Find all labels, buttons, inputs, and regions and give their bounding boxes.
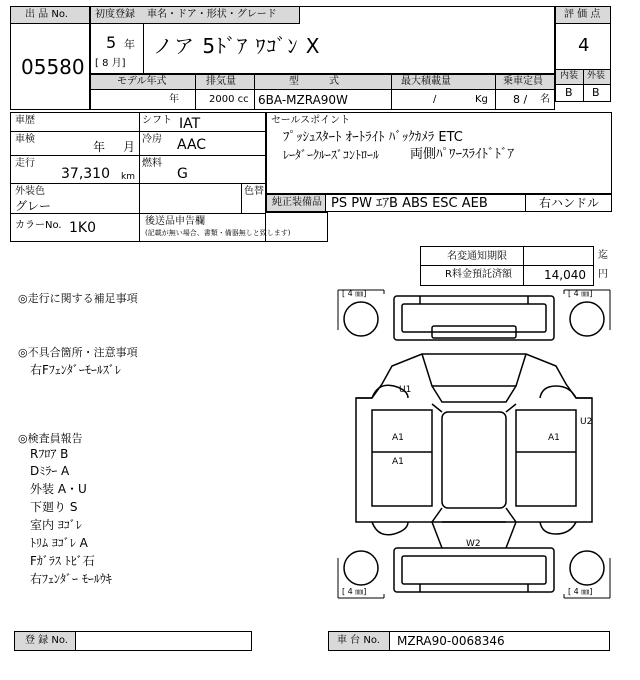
name-change-label-box bbox=[420, 246, 524, 266]
capacity-unit: 名 bbox=[540, 94, 550, 105]
report-line-4: 下廻り S bbox=[30, 500, 78, 514]
docs-note: (記載が無い場合、書類・備器無しと致します) bbox=[145, 229, 291, 237]
lot-number-label: 出 品 No. bbox=[25, 9, 68, 20]
mark-a1-right: A1 bbox=[548, 433, 560, 443]
report-line-5: 室内 ﾖｺﾞﾚ bbox=[30, 518, 82, 532]
equipment-box bbox=[266, 194, 612, 212]
shift-value: IAT bbox=[179, 116, 201, 132]
history-label: 車歴 bbox=[15, 115, 35, 126]
first-reg-year: 5 bbox=[106, 33, 117, 52]
title-divider bbox=[143, 23, 144, 73]
inspection-month: 月 bbox=[123, 140, 136, 154]
sales-points-line2b: 両側ﾊﾟﾜｰｽﾗｲﾄﾞﾄﾞｱ bbox=[410, 147, 515, 162]
grades-divider bbox=[583, 69, 584, 101]
details-h3 bbox=[11, 183, 265, 184]
score-value: 4 bbox=[578, 35, 590, 56]
sales-points-label: セールスポイント bbox=[271, 115, 351, 126]
type-label: 型 式 bbox=[289, 76, 339, 87]
car-diagram-svg bbox=[336, 286, 612, 602]
score-label: 評 価 点 bbox=[564, 9, 601, 20]
inspector-report-label: ◎検査員報告 bbox=[18, 432, 83, 445]
type-value: 6BA-MZRA90W bbox=[258, 93, 348, 107]
defects-label: ◎不具合箇所・注意事項 bbox=[18, 346, 138, 359]
driving-notes-label: ◎走行に関する補足事項 bbox=[18, 292, 138, 305]
recycle-value: 14,040 bbox=[544, 268, 586, 282]
car-condition-diagram bbox=[336, 286, 612, 602]
sales-points-box bbox=[266, 112, 612, 194]
interior-label: 内装 bbox=[560, 71, 579, 81]
spec-div-4 bbox=[495, 75, 496, 109]
max-load-value: / bbox=[433, 94, 437, 105]
docs-label: 後送品申告欄 bbox=[145, 216, 205, 227]
name-change-label: 名変通知期限 bbox=[447, 251, 507, 262]
report-line-8: 右ﾌｪﾝﾀﾞｰ ﾓｰﾙｳｷ bbox=[30, 572, 112, 586]
exterior-label: 外装 bbox=[587, 71, 606, 81]
details-h1 bbox=[11, 131, 265, 132]
displacement-label: 排気量 bbox=[206, 76, 236, 87]
mark-u2: U2 bbox=[580, 417, 593, 427]
spec-div-2 bbox=[254, 75, 255, 109]
mark-a1-left-front: A1 bbox=[392, 433, 404, 443]
report-line-7: Fｶﾞﾗｽ ﾄﾋﾞ石 bbox=[30, 554, 95, 568]
first-reg-month: [ 8 月] bbox=[95, 58, 126, 69]
mileage-value: 37,310 bbox=[61, 166, 110, 182]
model-year-label: モデル年式 bbox=[117, 76, 167, 87]
lot-number-box bbox=[10, 6, 90, 110]
name-change-suffix: 迄 bbox=[598, 250, 608, 261]
mileage-label: 走行 bbox=[15, 158, 35, 169]
report-line-3: 外装 A・U bbox=[30, 482, 87, 496]
capacity-label: 乗車定員 bbox=[503, 76, 543, 87]
car-name: ノア 5ﾄﾞｱ ﾜｺﾞﾝ X bbox=[153, 34, 321, 58]
first-reg-year-unit: 年 bbox=[124, 38, 135, 51]
recycle-label-box bbox=[420, 266, 524, 286]
sales-points-line1: ﾌﾟｯｼｭｽﾀｰﾄ ｵｰﾄﾗｲﾄ ﾊﾞｯｸｶﾒﾗ ETC bbox=[283, 130, 463, 145]
tire-front-right: [ 4 ㎜] bbox=[568, 289, 593, 298]
details-h4 bbox=[11, 213, 265, 214]
details-vdiv bbox=[139, 113, 140, 213]
displacement-value: 2000 cc bbox=[209, 94, 249, 105]
ext-color-value: グレー bbox=[15, 199, 52, 213]
mark-a1-left-rear: A1 bbox=[392, 457, 404, 467]
equipment-items: PS PW ｴｱB ABS ESC AEB bbox=[331, 196, 488, 211]
mark-u1: U1 bbox=[399, 385, 412, 395]
equipment-label: 純正装備品 bbox=[272, 197, 322, 208]
report-line-6: ﾄﾘﾑ ﾖｺﾞﾚ A bbox=[30, 536, 88, 550]
color-no-div bbox=[139, 213, 140, 241]
recycle-unit: 円 bbox=[598, 269, 608, 280]
inspection-year: 年 bbox=[93, 140, 106, 154]
inspection-label: 車検 bbox=[15, 134, 35, 145]
first-reg-label: 初度登録 bbox=[95, 9, 135, 20]
spec-row bbox=[90, 74, 555, 110]
interior-grade: B bbox=[565, 86, 573, 99]
ac-value: AAC bbox=[177, 137, 207, 153]
chassis-value: MZRA90-0068346 bbox=[397, 634, 505, 648]
docs-box-extension bbox=[266, 212, 328, 242]
ext-color-label: 外装色 bbox=[15, 186, 45, 197]
report-line-1: Rﾌﾛｱ B bbox=[30, 447, 69, 461]
steering-value: 右ハンドル bbox=[539, 196, 600, 210]
fuel-label: 燃料 bbox=[142, 158, 162, 169]
ac-label: 冷房 bbox=[142, 134, 162, 145]
mileage-unit: km bbox=[121, 172, 135, 182]
name-change-value-box[interactable] bbox=[524, 246, 594, 266]
repaint-label: 色替 bbox=[244, 186, 264, 197]
registration-label: 登 録 No. bbox=[25, 635, 68, 646]
defect-1: 右Fﾌｪﾝﾀﾞｰﾓｰﾙｽﾞﾚ bbox=[30, 363, 121, 377]
chassis-label: 車 台 No. bbox=[337, 635, 380, 646]
tire-rear-left: [ 4 ㎜] bbox=[342, 587, 367, 596]
report-line-2: Dﾐﾗｰ A bbox=[30, 464, 70, 478]
details-box bbox=[10, 112, 291, 242]
model-label: 車名・ドア・形状・グレード bbox=[147, 9, 277, 20]
max-load-unit: Kg bbox=[475, 94, 488, 105]
score-box bbox=[555, 6, 611, 102]
sales-points-line2a: ﾚｰﾀﾞｰｸﾙｰｽﾞｺﾝﾄﾛｰﾙ bbox=[283, 148, 380, 162]
color-no-label: カラーNo. bbox=[15, 220, 62, 231]
recycle-label: R料金預託済額 bbox=[445, 269, 512, 280]
details-h2 bbox=[11, 155, 265, 156]
lot-number-value: 05580 bbox=[21, 55, 85, 79]
fuel-value: G bbox=[177, 166, 188, 182]
vehicle-title-box bbox=[90, 6, 555, 74]
capacity-value: 8 / bbox=[513, 93, 528, 106]
exterior-grade: B bbox=[592, 86, 600, 99]
model-year-value: 年 bbox=[169, 94, 179, 105]
spec-div-1 bbox=[195, 75, 196, 109]
registration-number-box bbox=[14, 631, 252, 651]
chassis-number-box bbox=[328, 631, 610, 651]
mark-w2: W2 bbox=[466, 539, 481, 549]
repaint-div bbox=[241, 183, 242, 213]
tire-rear-right: [ 4 ㎜] bbox=[568, 587, 593, 596]
spec-div-3 bbox=[391, 75, 392, 109]
max-load-label: 最大積載量 bbox=[401, 76, 451, 87]
shift-label: シフト bbox=[142, 115, 172, 126]
steering-div bbox=[525, 195, 526, 211]
recycle-value-box bbox=[524, 266, 594, 286]
color-no-value: 1K0 bbox=[69, 220, 96, 236]
tire-front-left: [ 4 ㎜] bbox=[342, 289, 367, 298]
